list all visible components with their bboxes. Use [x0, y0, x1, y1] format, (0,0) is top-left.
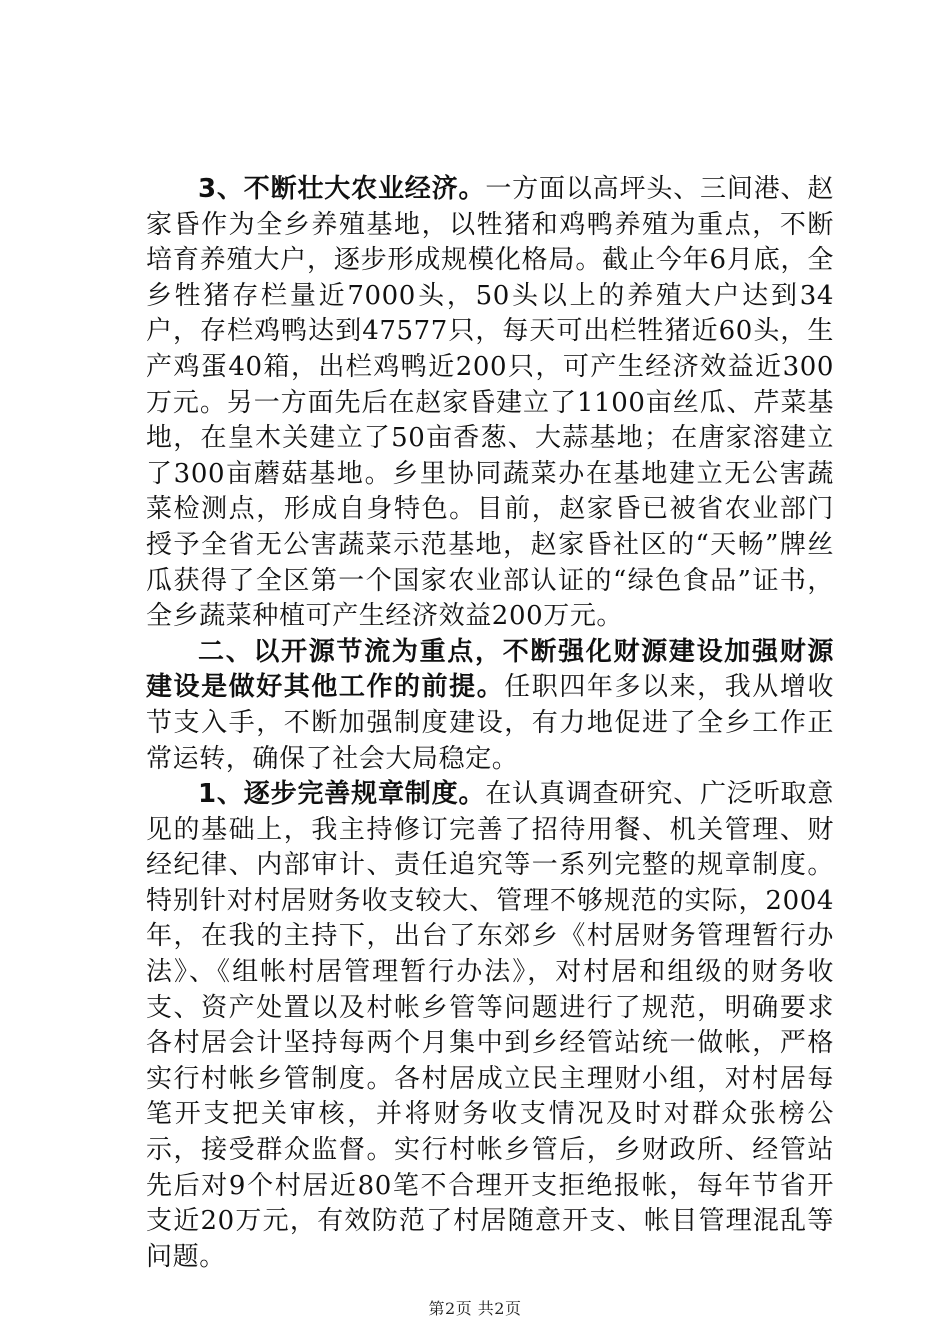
paragraph-text: 任职四年多以来，我从增收节支入手，不断加强制度建设，有力地促进了全乡工作正常运转，确保了社会大局稳定。: [146, 672, 834, 774]
paragraph-regulations: [146, 777, 834, 1275]
paragraph-text: 一方面以高坪头、三间港、赵家昏作为全乡养殖基地，以牲猪和鸡鸭养殖为重点，不断培育养殖大户，逐步形成规模化格局。截止今年6月底，全乡牲猪存栏量近7000头，50头以上的养殖大户达到34户，存栏鸡鸭达到47577只，每天可出栏牲猪近60头，生产鸡蛋40箱，出栏鸡鸭近200只，可产生经济效益近300万元。另一方面先后在赵家昏建立了1100亩丝瓜、芹菜基地，在皇木关建立了50亩香葱、大蒜基地；在唐家溶建立了300亩蘑菇基地。乡里协同蔬菜办在基地建立无公害蔬菜检测点，形成自身特色。目前，赵家昏已被省农业部门授予全省无公害蔬菜示范基地，赵家昏社区的“天畅”牌丝瓜获得了全区第一个国家农业部认证的“绿色食品”证书，全乡蔬菜种植可产生经济效益200万元。: [146, 174, 834, 632]
paragraph-heading: 1、逐步完善规章制度。: [198, 779, 486, 810]
page-footer: 第2页 共2页: [428, 1299, 522, 1318]
paragraph-heading: 3、不断壮大农业经济。: [198, 174, 486, 204]
section-heading: 二、以开源节流为重点，不断强化财源建设加强财源建设是做好其他工作的前提。: [146, 636, 834, 703]
paragraph-text: 在认真调查研究、广泛听取意见的基础上，我主持修订完善了招待用餐、机关管理、财经纪律、内部审计、责任追究等一系列完整的规章制度。特别针对村居财务收支较大、管理不够规范的实际，2004年，在我的主持下，出台了东郊乡《村居财务管理暂行办法》、《组帐村居管理暂行办法》，对村居和组级的财务收支、资产处置以及村帐乡管等问题进行了规范，明确要求各村居会计坚持每两个月集中到乡经管站统一做帐，严格实行村帐乡管制度。各村居成立民主理财小组，对村居每笔开支把关审核，并将财务收支情况及时对群众张榜公示，接受群众监督。实行村帐乡管后，乡财政所、经管站先后对9个村居近80笔不合理开支拒绝报帐，每年节省开支近20万元，有效防范了村居随意开支、帐目管理混乱等问题。: [146, 779, 834, 1272]
paragraph-finance-section: [146, 635, 834, 777]
document-body: [146, 172, 834, 1275]
paragraph-agriculture: [146, 172, 834, 635]
